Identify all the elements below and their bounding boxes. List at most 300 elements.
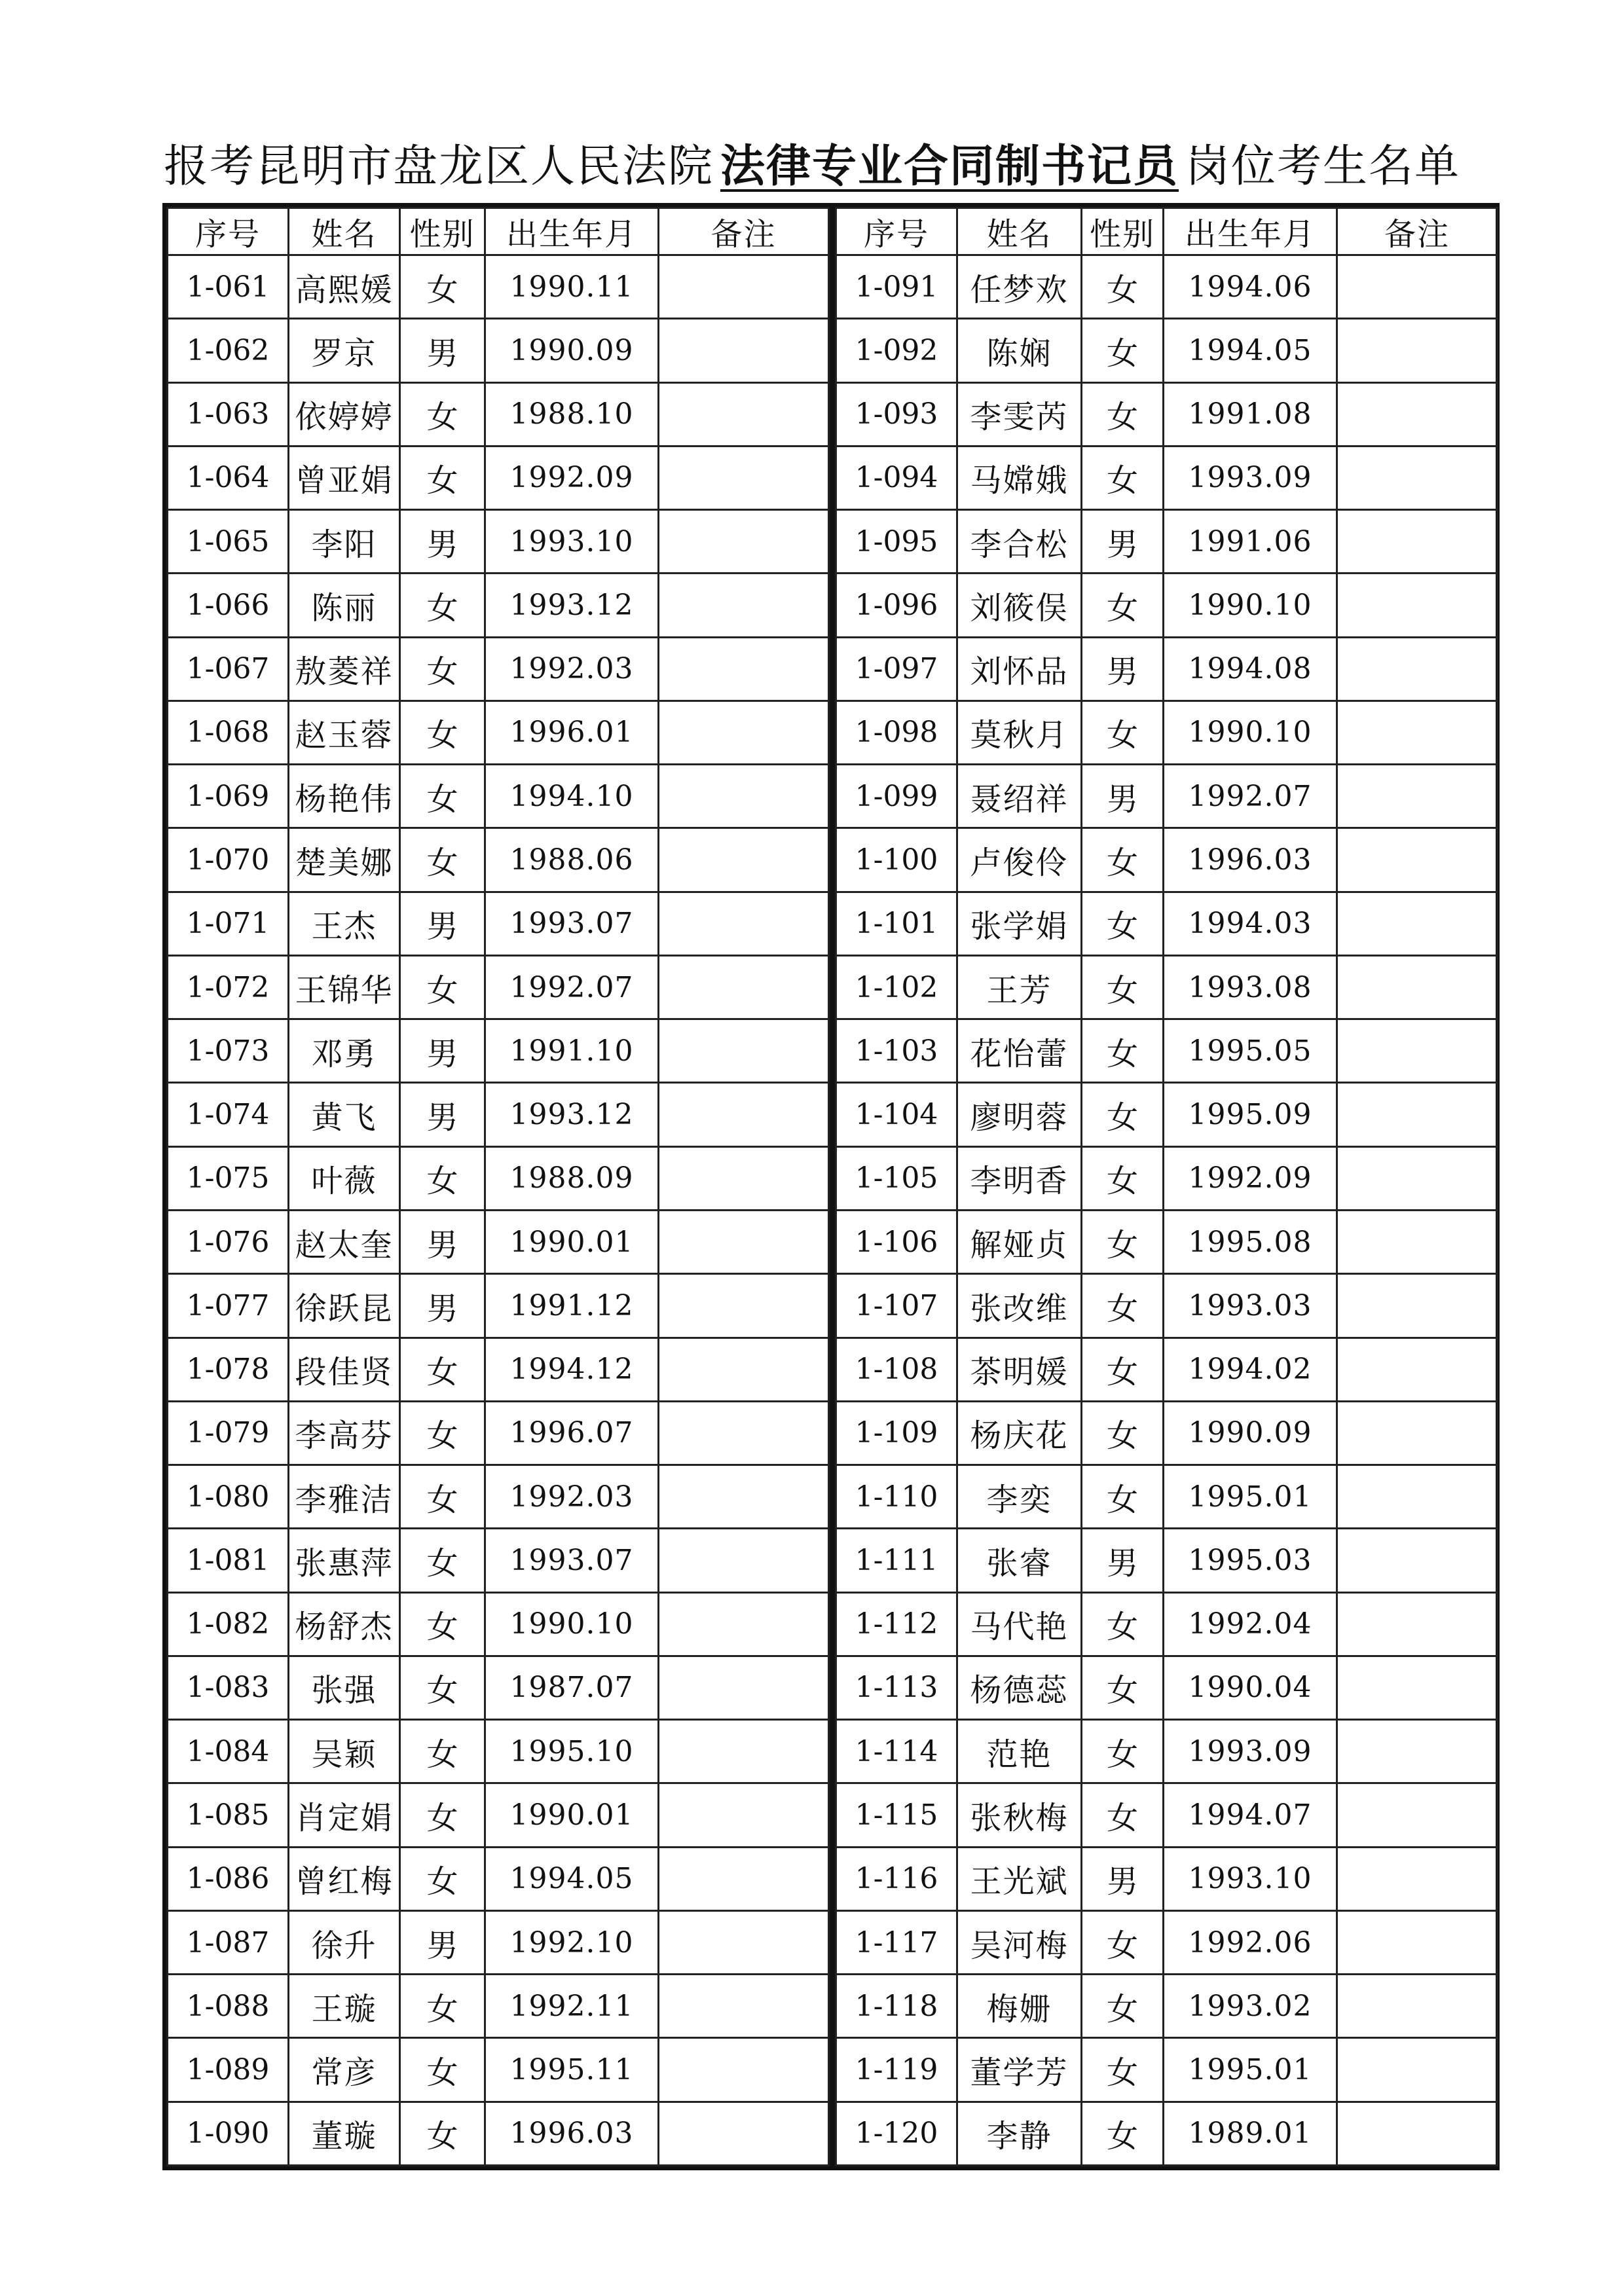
table-row [836, 1720, 1498, 1783]
table-row [836, 701, 1498, 764]
cell-gender: 女 [400, 1975, 485, 2038]
cell-birth-date: 1988.06 [485, 828, 659, 892]
cell-number: 1-108 [836, 1338, 957, 1401]
cell-gender: 女 [1082, 1146, 1164, 1210]
candidate-roster [162, 203, 1500, 2170]
cell-gender: 女 [400, 1720, 485, 1783]
cell-note [1337, 510, 1498, 574]
cell-name: 徐升 [289, 1910, 400, 1974]
cell-name: 解娅贞 [957, 1210, 1082, 1273]
cell-birth-date: 1993.08 [1164, 955, 1337, 1019]
cell-name: 叶薇 [289, 1146, 400, 1210]
cell-note [659, 1656, 829, 1719]
cell-gender: 女 [400, 1146, 485, 1210]
cell-number: 1-113 [836, 1656, 957, 1719]
table-row [168, 446, 829, 509]
cell-number: 1-061 [168, 255, 289, 319]
cell-note [659, 1592, 829, 1656]
table-row [168, 1847, 829, 1910]
cell-note [1337, 1910, 1498, 1974]
table-row [168, 1019, 829, 1083]
cell-birth-date: 1988.09 [485, 1146, 659, 1210]
cell-name: 王杰 [289, 892, 400, 955]
cell-gender: 女 [400, 1338, 485, 1401]
cell-name: 花怡蕾 [957, 1019, 1082, 1083]
cell-name: 李雅洁 [289, 1465, 400, 1529]
cell-gender: 女 [400, 1401, 485, 1465]
cell-note [1337, 1592, 1498, 1656]
header-row [836, 208, 1498, 255]
cell-gender: 男 [1082, 1847, 1164, 1910]
cell-birth-date: 1993.03 [1164, 1274, 1337, 1338]
cell-number: 1-080 [168, 1465, 289, 1529]
cell-note [1337, 1019, 1498, 1083]
cell-gender: 女 [1082, 1656, 1164, 1719]
cell-gender: 女 [1082, 1592, 1164, 1656]
cell-number: 1-096 [836, 574, 957, 637]
table-row [836, 1465, 1498, 1529]
cell-note [659, 2038, 829, 2102]
table-row [168, 1083, 829, 1146]
cell-note [659, 574, 829, 637]
cell-birth-date: 1996.07 [485, 1401, 659, 1465]
table-row [168, 1910, 829, 1974]
title-suffix: 岗位考生名单 [1185, 141, 1461, 192]
cell-number: 1-082 [168, 1592, 289, 1656]
cell-number: 1-111 [836, 1529, 957, 1592]
page-title [0, 131, 1624, 194]
cell-name: 任梦欢 [957, 255, 1082, 319]
cell-birth-date: 1995.05 [1164, 1019, 1337, 1083]
cell-gender: 女 [400, 701, 485, 764]
cell-name: 张睿 [957, 1529, 1082, 1592]
cell-birth-date: 1992.09 [485, 446, 659, 509]
cell-gender: 女 [400, 955, 485, 1019]
cell-name: 王锦华 [289, 955, 400, 1019]
cell-number: 1-069 [168, 765, 289, 828]
table-row [168, 892, 829, 955]
cell-gender: 女 [400, 255, 485, 319]
title-prefix: 报考昆明市盘龙区人民法院 [163, 141, 714, 192]
cell-note [659, 1338, 829, 1401]
cell-name: 王光斌 [957, 1847, 1082, 1910]
cell-note [1337, 1529, 1498, 1592]
cell-note [1337, 637, 1498, 701]
col-header-num: 序号 [836, 208, 957, 255]
cell-birth-date: 1993.09 [1164, 1720, 1337, 1783]
cell-birth-date: 1987.07 [485, 1656, 659, 1719]
cell-birth-date: 1996.03 [485, 2102, 659, 2165]
cell-name: 范艳 [957, 1720, 1082, 1783]
cell-number: 1-064 [168, 446, 289, 509]
cell-note [659, 2102, 829, 2165]
table-row [168, 574, 829, 637]
table-row [836, 574, 1498, 637]
cell-name: 马嫦娥 [957, 446, 1082, 509]
table-row [168, 1529, 829, 1592]
cell-note [1337, 1656, 1498, 1719]
cell-number: 1-095 [836, 510, 957, 574]
col-header-note: 备注 [659, 208, 829, 255]
cell-note [1337, 765, 1498, 828]
cell-note [659, 1210, 829, 1273]
cell-gender: 男 [1082, 637, 1164, 701]
cell-birth-date: 1992.03 [485, 1465, 659, 1529]
cell-number: 1-110 [836, 1465, 957, 1529]
cell-birth-date: 1995.01 [1164, 1465, 1337, 1529]
cell-birth-date: 1990.11 [485, 255, 659, 319]
cell-name: 黄飞 [289, 1083, 400, 1146]
cell-birth-date: 1990.10 [1164, 701, 1337, 764]
cell-number: 1-070 [168, 828, 289, 892]
cell-number: 1-067 [168, 637, 289, 701]
cell-birth-date: 1992.06 [1164, 1910, 1337, 1974]
cell-gender: 女 [400, 1529, 485, 1592]
cell-name: 梅姗 [957, 1975, 1082, 2038]
cell-note [659, 637, 829, 701]
cell-name: 莫秋月 [957, 701, 1082, 764]
cell-note [659, 1083, 829, 1146]
table-row [168, 319, 829, 382]
cell-note [1337, 446, 1498, 509]
table-row [168, 637, 829, 701]
cell-birth-date: 1994.08 [1164, 637, 1337, 701]
cell-name: 李合松 [957, 510, 1082, 574]
cell-number: 1-107 [836, 1274, 957, 1338]
table-row [168, 382, 829, 446]
table-row [836, 1274, 1498, 1338]
table-row [168, 1274, 829, 1338]
cell-number: 1-063 [168, 382, 289, 446]
cell-note [659, 446, 829, 509]
cell-note [659, 955, 829, 1019]
cell-gender: 女 [1082, 574, 1164, 637]
cell-gender: 男 [400, 1910, 485, 1974]
cell-gender: 男 [400, 1083, 485, 1146]
cell-name: 聂绍祥 [957, 765, 1082, 828]
cell-birth-date: 1994.06 [1164, 255, 1337, 319]
cell-gender: 女 [400, 2102, 485, 2165]
cell-note [1337, 955, 1498, 1019]
cell-number: 1-076 [168, 1210, 289, 1273]
cell-number: 1-104 [836, 1083, 957, 1146]
cell-name: 马代艳 [957, 1592, 1082, 1656]
cell-birth-date: 1990.10 [485, 1592, 659, 1656]
cell-name: 王璇 [289, 1975, 400, 2038]
cell-gender: 女 [1082, 1019, 1164, 1083]
cell-gender: 女 [1082, 2038, 1164, 2102]
cell-name: 李阳 [289, 510, 400, 574]
cell-number: 1-089 [168, 2038, 289, 2102]
cell-gender: 女 [400, 1847, 485, 1910]
table-row [168, 701, 829, 764]
cell-note [1337, 1465, 1498, 1529]
cell-note [659, 1401, 829, 1465]
col-header-birth: 出生年月 [485, 208, 659, 255]
table-row [836, 1529, 1498, 1592]
cell-birth-date: 1995.08 [1164, 1210, 1337, 1273]
table-row [836, 1146, 1498, 1210]
column-divider [830, 207, 835, 2166]
roster-table-right [835, 207, 1498, 2166]
table-row [836, 510, 1498, 574]
cell-name: 常彦 [289, 2038, 400, 2102]
table-row [168, 1210, 829, 1273]
cell-note [1337, 1146, 1498, 1210]
table-row [836, 1783, 1498, 1847]
cell-note [659, 1465, 829, 1529]
cell-name: 高熙媛 [289, 255, 400, 319]
cell-number: 1-083 [168, 1656, 289, 1719]
cell-number: 1-078 [168, 1338, 289, 1401]
cell-gender: 女 [400, 2038, 485, 2102]
cell-name: 吴颖 [289, 1720, 400, 1783]
cell-number: 1-105 [836, 1146, 957, 1210]
cell-note [659, 1910, 829, 1974]
cell-gender: 女 [400, 446, 485, 509]
cell-name: 依婷婷 [289, 382, 400, 446]
cell-number: 1-116 [836, 1847, 957, 1910]
cell-number: 1-090 [168, 2102, 289, 2165]
cell-note [659, 1019, 829, 1083]
cell-birth-date: 1994.10 [485, 765, 659, 828]
cell-name: 董学芳 [957, 2038, 1082, 2102]
cell-birth-date: 1991.06 [1164, 510, 1337, 574]
cell-gender: 女 [1082, 1720, 1164, 1783]
table-row [836, 828, 1498, 892]
table-row [836, 955, 1498, 1019]
cell-gender: 女 [1082, 319, 1164, 382]
cell-gender: 女 [1082, 255, 1164, 319]
cell-birth-date: 1992.09 [1164, 1146, 1337, 1210]
cell-gender: 女 [400, 637, 485, 701]
cell-note [1337, 892, 1498, 955]
table-row [168, 2102, 829, 2165]
header-row [168, 208, 829, 255]
table-row [168, 828, 829, 892]
cell-gender: 女 [400, 1656, 485, 1719]
cell-number: 1-062 [168, 319, 289, 382]
cell-gender: 女 [1082, 828, 1164, 892]
cell-birth-date: 1993.09 [1164, 446, 1337, 509]
cell-number: 1-103 [836, 1019, 957, 1083]
col-header-name: 姓名 [289, 208, 400, 255]
cell-gender: 女 [400, 828, 485, 892]
cell-number: 1-074 [168, 1083, 289, 1146]
table-row [836, 1656, 1498, 1719]
cell-gender: 女 [1082, 892, 1164, 955]
cell-birth-date: 1991.12 [485, 1274, 659, 1338]
cell-birth-date: 1993.10 [1164, 1847, 1337, 1910]
cell-number: 1-087 [168, 1910, 289, 1974]
cell-name: 卢俊伶 [957, 828, 1082, 892]
table-row [168, 1720, 829, 1783]
cell-gender: 女 [1082, 1210, 1164, 1273]
cell-name: 杨庆花 [957, 1401, 1082, 1465]
table-row [168, 1338, 829, 1401]
col-header-note: 备注 [1337, 208, 1498, 255]
cell-gender: 女 [400, 765, 485, 828]
cell-name: 张惠萍 [289, 1529, 400, 1592]
cell-number: 1-101 [836, 892, 957, 955]
cell-gender: 女 [400, 574, 485, 637]
cell-birth-date: 1995.01 [1164, 2038, 1337, 2102]
cell-note [1337, 1975, 1498, 2038]
cell-gender: 男 [400, 892, 485, 955]
cell-note [659, 828, 829, 892]
col-header-gender: 性别 [400, 208, 485, 255]
cell-number: 1-075 [168, 1146, 289, 1210]
cell-name: 茶明媛 [957, 1338, 1082, 1401]
cell-number: 1-117 [836, 1910, 957, 1974]
cell-name: 段佳贤 [289, 1338, 400, 1401]
cell-number: 1-072 [168, 955, 289, 1019]
cell-note [1337, 319, 1498, 382]
cell-gender: 女 [1082, 1274, 1164, 1338]
table-row [168, 955, 829, 1019]
cell-name: 李奕 [957, 1465, 1082, 1529]
cell-note [659, 382, 829, 446]
cell-name: 吴河梅 [957, 1910, 1082, 1974]
cell-name: 王芳 [957, 955, 1082, 1019]
cell-name: 杨艳伟 [289, 765, 400, 828]
cell-note [1337, 701, 1498, 764]
cell-birth-date: 1993.07 [485, 892, 659, 955]
cell-gender: 女 [1082, 1083, 1164, 1146]
cell-number: 1-085 [168, 1783, 289, 1847]
cell-birth-date: 1991.08 [1164, 382, 1337, 446]
cell-gender: 女 [1082, 1975, 1164, 2038]
cell-number: 1-092 [836, 319, 957, 382]
cell-gender: 女 [400, 1465, 485, 1529]
cell-number: 1-115 [836, 1783, 957, 1847]
table-row [168, 1592, 829, 1656]
cell-gender: 女 [1082, 701, 1164, 764]
cell-gender: 男 [400, 1210, 485, 1273]
cell-number: 1-081 [168, 1529, 289, 1592]
cell-gender: 女 [1082, 1465, 1164, 1529]
cell-gender: 男 [1082, 765, 1164, 828]
cell-gender: 女 [1082, 446, 1164, 509]
cell-note [659, 1529, 829, 1592]
cell-gender: 男 [400, 510, 485, 574]
cell-number: 1-071 [168, 892, 289, 955]
cell-gender: 女 [1082, 2102, 1164, 2165]
cell-birth-date: 1995.09 [1164, 1083, 1337, 1146]
cell-birth-date: 1994.02 [1164, 1338, 1337, 1401]
cell-note [1337, 255, 1498, 319]
cell-number: 1-119 [836, 2038, 957, 2102]
table-row [168, 1465, 829, 1529]
table-row [836, 1975, 1498, 2038]
cell-birth-date: 1993.02 [1164, 1975, 1337, 2038]
cell-birth-date: 1995.11 [485, 2038, 659, 2102]
cell-gender: 女 [400, 1783, 485, 1847]
col-header-gender: 性别 [1082, 208, 1164, 255]
cell-number: 1-112 [836, 1592, 957, 1656]
title-position: 法律专业合同制书记员 [720, 140, 1179, 192]
cell-note [659, 892, 829, 955]
table-row [836, 2102, 1498, 2165]
cell-birth-date: 1994.05 [485, 1847, 659, 1910]
cell-name: 刘筱俣 [957, 574, 1082, 637]
cell-birth-date: 1993.12 [485, 574, 659, 637]
cell-birth-date: 1988.10 [485, 382, 659, 446]
cell-birth-date: 1995.03 [1164, 1529, 1337, 1592]
table-row [168, 255, 829, 319]
cell-number: 1-102 [836, 955, 957, 1019]
cell-note [1337, 1338, 1498, 1401]
cell-birth-date: 1995.10 [485, 1720, 659, 1783]
cell-name: 李明香 [957, 1146, 1082, 1210]
cell-name: 罗京 [289, 319, 400, 382]
cell-number: 1-099 [836, 765, 957, 828]
roster-table-left [166, 207, 830, 2166]
cell-name: 张强 [289, 1656, 400, 1719]
cell-note [659, 1146, 829, 1210]
cell-note [1337, 828, 1498, 892]
table-row [836, 1083, 1498, 1146]
cell-name: 杨舒杰 [289, 1592, 400, 1656]
cell-name: 张学娟 [957, 892, 1082, 955]
cell-note [659, 1274, 829, 1338]
cell-name: 肖定娟 [289, 1783, 400, 1847]
cell-name: 徐跃昆 [289, 1274, 400, 1338]
table-row [168, 765, 829, 828]
cell-name: 张秋梅 [957, 1783, 1082, 1847]
cell-name: 敖菱祥 [289, 637, 400, 701]
cell-note [1337, 1401, 1498, 1465]
cell-name: 邓勇 [289, 1019, 400, 1083]
cell-number: 1-100 [836, 828, 957, 892]
cell-note [659, 765, 829, 828]
cell-gender: 女 [400, 382, 485, 446]
table-row [836, 1401, 1498, 1465]
cell-birth-date: 1993.12 [485, 1083, 659, 1146]
col-header-name: 姓名 [957, 208, 1082, 255]
cell-name: 张改维 [957, 1274, 1082, 1338]
cell-birth-date: 1991.10 [485, 1019, 659, 1083]
cell-name: 赵太奎 [289, 1210, 400, 1273]
cell-birth-date: 1996.03 [1164, 828, 1337, 892]
cell-birth-date: 1994.03 [1164, 892, 1337, 955]
cell-number: 1-118 [836, 1975, 957, 2038]
cell-birth-date: 1990.01 [485, 1210, 659, 1273]
col-header-num: 序号 [168, 208, 289, 255]
cell-note [1337, 1847, 1498, 1910]
cell-note [1337, 1783, 1498, 1847]
cell-note [1337, 1210, 1498, 1273]
cell-gender: 女 [1082, 382, 1164, 446]
table-row [836, 255, 1498, 319]
table-row [836, 1338, 1498, 1401]
table-row [836, 319, 1498, 382]
cell-note [659, 701, 829, 764]
table-row [168, 1401, 829, 1465]
cell-birth-date: 1992.04 [1164, 1592, 1337, 1656]
cell-note [1337, 382, 1498, 446]
cell-number: 1-094 [836, 446, 957, 509]
col-header-birth: 出生年月 [1164, 208, 1337, 255]
cell-note [659, 1975, 829, 2038]
cell-number: 1-065 [168, 510, 289, 574]
cell-note [659, 319, 829, 382]
cell-birth-date: 1992.03 [485, 637, 659, 701]
cell-note [1337, 1720, 1498, 1783]
cell-number: 1-066 [168, 574, 289, 637]
cell-gender: 男 [1082, 510, 1164, 574]
cell-name: 杨德蕊 [957, 1656, 1082, 1719]
